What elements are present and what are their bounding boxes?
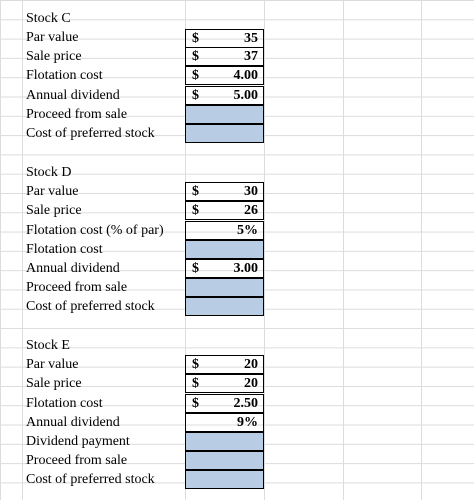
stock-d-flotation-pct-label: Flotation cost (% of par) — [26, 223, 164, 238]
cell-value: 37 — [244, 49, 258, 64]
cell-value: 2.50 — [233, 396, 258, 411]
stock-e-proceed-label: Proceed from sale — [26, 453, 128, 468]
stock-e-proceed-input-cell[interactable] — [185, 451, 264, 470]
stock-c-cost-input-cell[interactable] — [185, 124, 264, 143]
currency-symbol: $ — [192, 68, 199, 83]
column-divider — [421, 0, 422, 500]
stock-c-flotation-cost-cell[interactable] — [185, 66, 264, 85]
stock-d-annual-dividend-label: Annual dividend — [26, 261, 120, 276]
cell-value: 5% — [237, 223, 258, 238]
stock-d-proceed-input-cell[interactable] — [185, 278, 264, 297]
stock-d-sale-price-label: Sale price — [26, 203, 82, 218]
stock-c-par-value-label: Par value — [26, 30, 79, 45]
currency-symbol: $ — [192, 376, 199, 391]
stock-e-cost-input-cell[interactable] — [185, 470, 264, 489]
stock-d-par-value-cell[interactable] — [185, 182, 264, 201]
stock-e-flotation-cost-label: Flotation cost — [26, 396, 103, 411]
stock-d-sale-price-cell[interactable] — [185, 201, 264, 220]
currency-symbol: $ — [192, 357, 199, 372]
stock-e-par-value-cell[interactable] — [185, 355, 264, 374]
column-divider — [22, 0, 23, 500]
cell-value: 4.00 — [233, 68, 258, 83]
stock-d-proceed-label: Proceed from sale — [26, 280, 128, 295]
stock-c-sale-price-cell[interactable] — [185, 47, 264, 66]
currency-symbol: $ — [192, 396, 199, 411]
stock-d-title: Stock D — [26, 165, 72, 180]
cell-value: 35 — [244, 31, 258, 46]
currency-symbol: $ — [192, 261, 199, 276]
stock-d-flotation-cost-label: Flotation cost — [26, 242, 103, 257]
stock-d-cost-input-cell[interactable] — [185, 297, 264, 316]
stock-e-title: Stock E — [26, 338, 70, 353]
stock-d-flotation-pct-cell[interactable] — [185, 221, 264, 240]
cell-value: 20 — [244, 376, 258, 391]
cell-value: 3.00 — [233, 261, 258, 276]
currency-symbol: $ — [192, 49, 199, 64]
stock-e-dividend-payment-label: Dividend payment — [26, 434, 130, 449]
stock-c-proceed-label: Proceed from sale — [26, 107, 128, 122]
stock-e-sale-price-cell[interactable] — [185, 374, 264, 393]
stock-e-par-value-label: Par value — [26, 357, 79, 372]
stock-c-flotation-cost-label: Flotation cost — [26, 68, 103, 83]
cell-value: 26 — [244, 203, 258, 218]
stock-e-dividend-payment-input-cell[interactable] — [185, 432, 264, 451]
stock-d-annual-dividend-cell[interactable] — [185, 259, 264, 278]
stock-c-annual-dividend-label: Annual dividend — [26, 88, 120, 103]
cell-value: 5.00 — [233, 88, 258, 103]
currency-symbol: $ — [192, 184, 199, 199]
currency-symbol: $ — [192, 203, 199, 218]
stock-c-annual-dividend-cell[interactable] — [185, 86, 264, 105]
stock-c-par-value-cell[interactable] — [185, 29, 264, 48]
column-divider — [343, 0, 344, 500]
stock-e-annual-dividend-cell[interactable] — [185, 413, 264, 432]
currency-symbol: $ — [192, 88, 199, 103]
stock-e-sale-price-label: Sale price — [26, 376, 82, 391]
currency-symbol: $ — [192, 31, 199, 46]
stock-e-flotation-cost-cell[interactable] — [185, 394, 264, 413]
cell-value: 20 — [244, 357, 258, 372]
stock-c-sale-price-label: Sale price — [26, 49, 82, 64]
stock-d-par-value-label: Par value — [26, 184, 79, 199]
stock-e-annual-dividend-label: Annual dividend — [26, 415, 120, 430]
stock-c-cost-label: Cost of preferred stock — [26, 126, 155, 141]
stock-d-flotation-cost-input-cell[interactable] — [185, 240, 264, 259]
stock-e-cost-label: Cost of preferred stock — [26, 472, 155, 487]
cell-value: 9% — [237, 415, 258, 430]
cell-value: 30 — [244, 184, 258, 199]
column-divider — [264, 0, 265, 500]
stock-c-proceed-input-cell[interactable] — [185, 105, 264, 124]
stock-d-cost-label: Cost of preferred stock — [26, 299, 155, 314]
stock-c-title: Stock C — [26, 11, 71, 26]
